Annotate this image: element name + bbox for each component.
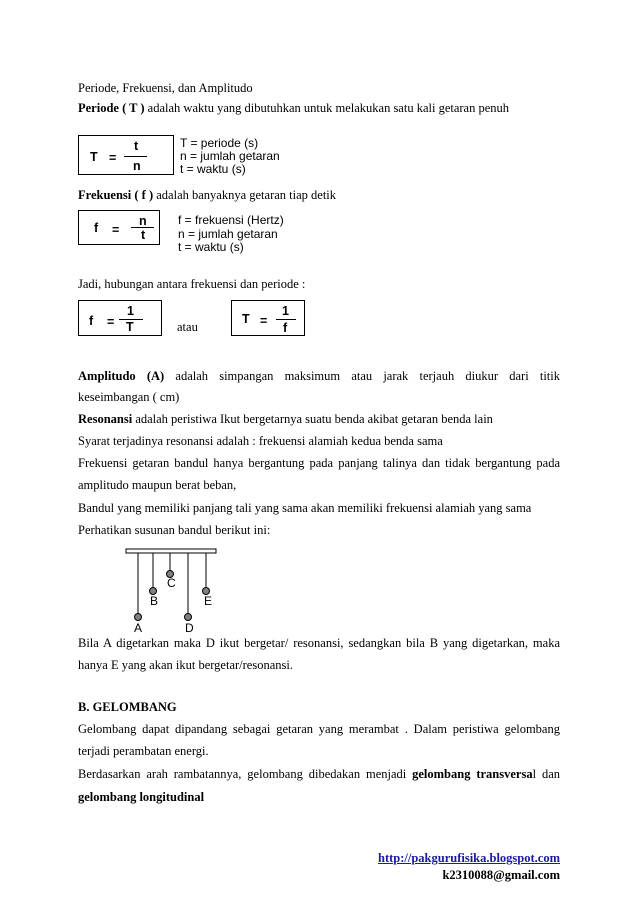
formula-denominator: n [133, 159, 141, 173]
formula-denominator: t [141, 228, 146, 242]
bandul-line2: amplitudo maupun berat beban, [78, 478, 237, 492]
fraction-bar [124, 156, 147, 157]
gelombang-line1: Gelombang dapat dipandang sebagai getaran yang merambat . Dalam peristiwa gelombang [78, 722, 560, 736]
amplitudo-term: Amplitudo (A) [78, 369, 165, 383]
blog-link[interactable]: http://pakgurufisika.blogspot.com [378, 851, 560, 865]
formula-eq: = [107, 315, 115, 329]
pendulum-bob-d [185, 614, 192, 621]
formula-lhs: T [242, 312, 250, 326]
formula-periode-box [78, 135, 174, 175]
formula-relation-T-box [231, 300, 305, 336]
legend-item: t = waktu (s) [180, 162, 246, 176]
legend-item: T = periode (s) [180, 136, 259, 150]
pendulum-label-c: C [167, 576, 176, 590]
amplitudo-text: adalah simpangan maksimum atau jarak terjauh diukur dari titik [175, 369, 561, 383]
arah-text: Berdasarkan arah rambatannya, gelombang dibedakan menjadi [78, 767, 413, 781]
formula-numerator: n [139, 214, 147, 228]
legend-item: n = jumlah getaran [180, 149, 280, 163]
bandul-sama-text: Bandul yang memiliki panjang tali yang sama akan memiliki frekuensi alamiah yang sama [78, 501, 532, 515]
resonansi-term: Resonansi [78, 412, 133, 426]
gelombang-line2: terjadi perambatan energi. [78, 744, 209, 758]
legend-item: t = waktu (s) [178, 240, 244, 254]
frekuensi-term: Frekuensi ( f ) [78, 188, 154, 202]
pendulum-label-b: B [150, 594, 159, 608]
formula-denominator: f [283, 321, 288, 335]
bandul-line1: Frekuensi getaran bandul hanya bergantung pada panjang talinya dan tidak bergantung pada [78, 456, 560, 470]
formula-denominator: T [126, 320, 134, 334]
arah-line1 [78, 767, 560, 782]
section-heading: B. GELOMBANG [78, 700, 177, 714]
atau-text: atau [177, 320, 198, 334]
formula-lhs: f [89, 314, 94, 328]
formula-frekuensi-box [78, 210, 160, 245]
syarat-text: Syarat terjadinya resonansi adalah : frekuensi alamiah kedua benda sama [78, 434, 443, 448]
formula-numerator: 1 [282, 304, 289, 318]
frekuensi-text: adalah banyaknya getaran tiap detik [153, 188, 337, 202]
formula-lhs: T [90, 150, 98, 164]
bila-line1: Bila A digetarkan maka D ikut bergetar/ resonansi, sedangkan bila B yang digetarkan, maka [78, 636, 560, 650]
formula-numerator: 1 [127, 304, 134, 318]
bila-line2: hanya E yang akan ikut bergetar/resonansi. [78, 658, 293, 672]
amplitudo-line2: keseimbangan ( cm) [78, 390, 180, 404]
footer-email: k2310088@gmail.com [442, 868, 560, 882]
periode-text: adalah waktu yang dibutuhkan untuk melakukan satu kali getaran penuh [144, 101, 510, 115]
amplitudo-line1 [78, 369, 560, 384]
hubungan-text: Jadi, hubungan antara frekuensi dan periode : [78, 277, 306, 291]
gelombang-transversal-term: gelombang transversa [412, 767, 533, 781]
legend-item: f = frekuensi (Hertz) [178, 213, 284, 227]
periode-term: Periode ( T ) [78, 101, 145, 115]
formula-eq: = [112, 223, 120, 237]
legend-item: n = jumlah getaran [178, 226, 278, 241]
pendulum-bob-a [135, 614, 142, 621]
resonansi-definition [78, 412, 493, 427]
perhatikan-text: Perhatikan susunan bandul berikut ini: [78, 523, 271, 537]
formula-eq: = [260, 314, 268, 328]
formula-numerator: t [134, 139, 139, 153]
footer-url[interactable] [378, 851, 560, 866]
resonansi-text: adalah peristiwa Ikut bergetarnya suatu benda akibat getaran benda lain [132, 412, 493, 426]
frekuensi-definition [78, 188, 336, 203]
pendulum-label-a: A [134, 621, 143, 635]
formula-periode-legend [180, 137, 280, 176]
heading: Periode, Frekuensi, dan Amplitudo [78, 81, 253, 95]
pendulum-label-e: E [204, 594, 213, 608]
gelombang-longitudinal-term: gelombang longitudinal [78, 790, 205, 804]
formula-relation-f-box [78, 300, 162, 336]
periode-definition [78, 101, 509, 116]
fraction-bar [276, 319, 296, 320]
formula-frekuensi-legend [178, 214, 284, 255]
pendulum-bar [126, 549, 216, 553]
formula-eq: = [109, 151, 117, 165]
formula-lhs: f [94, 221, 99, 235]
pendulum-label-d: D [185, 621, 194, 635]
arah-text-end: l dan [532, 767, 560, 781]
